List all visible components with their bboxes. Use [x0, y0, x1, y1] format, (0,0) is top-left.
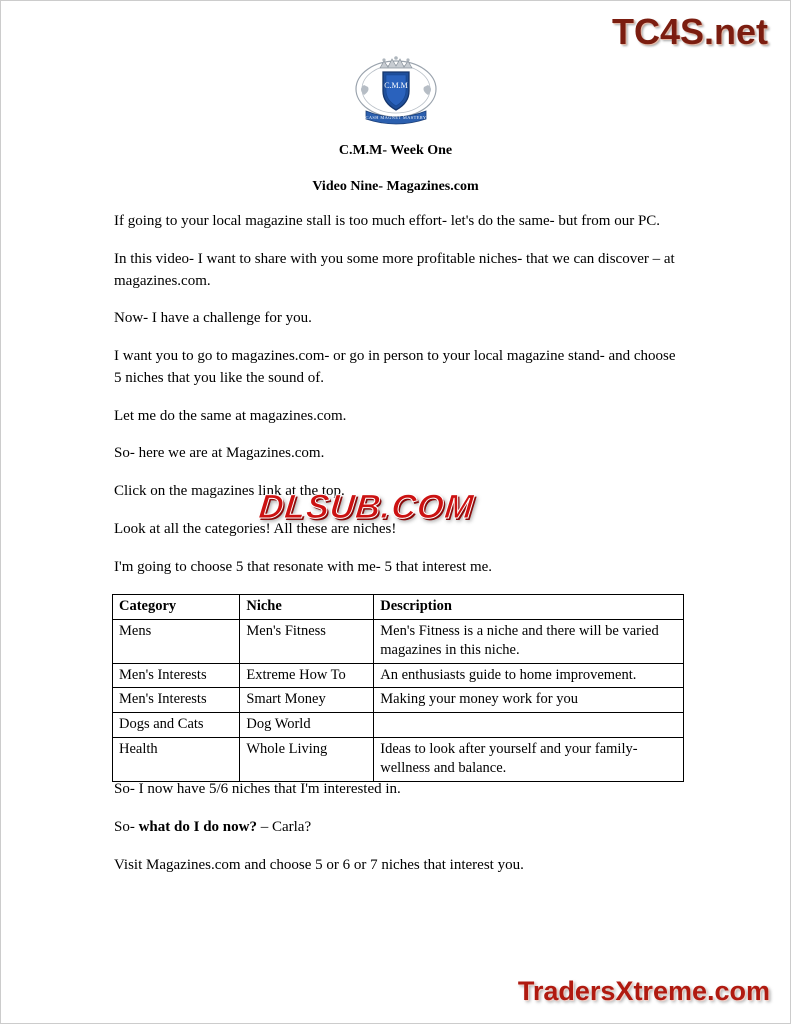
cell-niche: Men's Fitness — [240, 619, 374, 663]
paragraph: Let me do the same at magazines.com. — [114, 407, 347, 424]
table-header-row — [113, 595, 684, 620]
column-header-description: Description — [374, 595, 684, 620]
cell-description: Ideas to look after yourself and your family- wellness and balance. — [374, 738, 684, 782]
watermark-top-right: TC4S.net — [611, 11, 768, 52]
closing-text — [114, 779, 684, 892]
watermark-center: DLSUB.COM — [257, 488, 476, 526]
table-row — [113, 663, 684, 688]
table-row — [113, 713, 684, 738]
paragraph: So- I now have 5/6 niches that I'm interested in. — [114, 781, 401, 797]
cell-niche: Smart Money — [240, 688, 374, 713]
cell-description: Making your money work for you — [374, 688, 684, 713]
cell-niche: Dog World — [240, 713, 374, 738]
table-row — [113, 688, 684, 713]
cell-niche: Whole Living — [240, 738, 374, 782]
paragraph: Look at all the categories! All these are niches! — [114, 520, 397, 537]
text-bold: what do I do now? — [138, 818, 257, 835]
paragraph: If going to your local magazine stall is too much effort- let's do the same- but from our PC. — [114, 213, 661, 229]
paragraph: Now- I have a challenge for you. — [114, 310, 312, 327]
cell-category: Men's Interests — [113, 663, 240, 688]
cell-niche: Extreme How To — [240, 663, 374, 688]
text-prefix: So- — [114, 818, 139, 835]
cell-category: Mens — [113, 619, 240, 663]
cell-description: Men's Fitness is a niche and there will be varied magazines in this niche. — [374, 619, 684, 663]
table-row — [113, 619, 684, 663]
svg-text:C.M.M: C.M.M — [383, 81, 408, 90]
page-title: C.M.M- Week One — [338, 143, 453, 158]
watermark-bottom-right: TradersXtreme.com — [517, 976, 770, 1006]
cell-category: Dogs and Cats — [113, 713, 240, 738]
column-header-category: Category — [113, 595, 240, 620]
paragraph: Visit Magazines.com and choose 5 or 6 or 7 niches that interest you. — [114, 856, 524, 873]
paragraph: So- here we are at Magazines.com. — [114, 445, 325, 462]
column-header-niche: Niche — [240, 595, 374, 620]
page-subtitle: Video Nine- Magazines.com — [312, 179, 479, 194]
cell-description — [374, 713, 684, 738]
paragraph: I'm going to choose 5 that resonate with me- 5 that interest me. — [114, 558, 493, 575]
paragraph: I want you to go to magazines.com- or go in person to your local magazine stand- and choose 5 niches that you like the sound of. — [114, 348, 676, 386]
cmm-crest-logo — [350, 53, 442, 131]
cell-description: An enthusiasts guide to home improvement. — [374, 663, 684, 688]
body-text — [114, 211, 684, 594]
text-suffix: – Carla? — [256, 818, 312, 835]
paragraph: In this video- I want to share with you some more profitable niches- that we can discover – at magazines.com. — [114, 250, 675, 289]
cell-category: Health — [113, 738, 240, 782]
cell-category: Men's Interests — [113, 688, 240, 713]
svg-text:CASH MAGNET MASTERY: CASH MAGNET MASTERY — [365, 115, 426, 120]
niches-table — [112, 594, 684, 782]
niches-table-wrapper — [112, 594, 684, 782]
paragraph-emphasis — [114, 817, 684, 839]
paragraph: Click on the magazines link at the top. — [114, 483, 345, 499]
table-row — [113, 738, 684, 782]
